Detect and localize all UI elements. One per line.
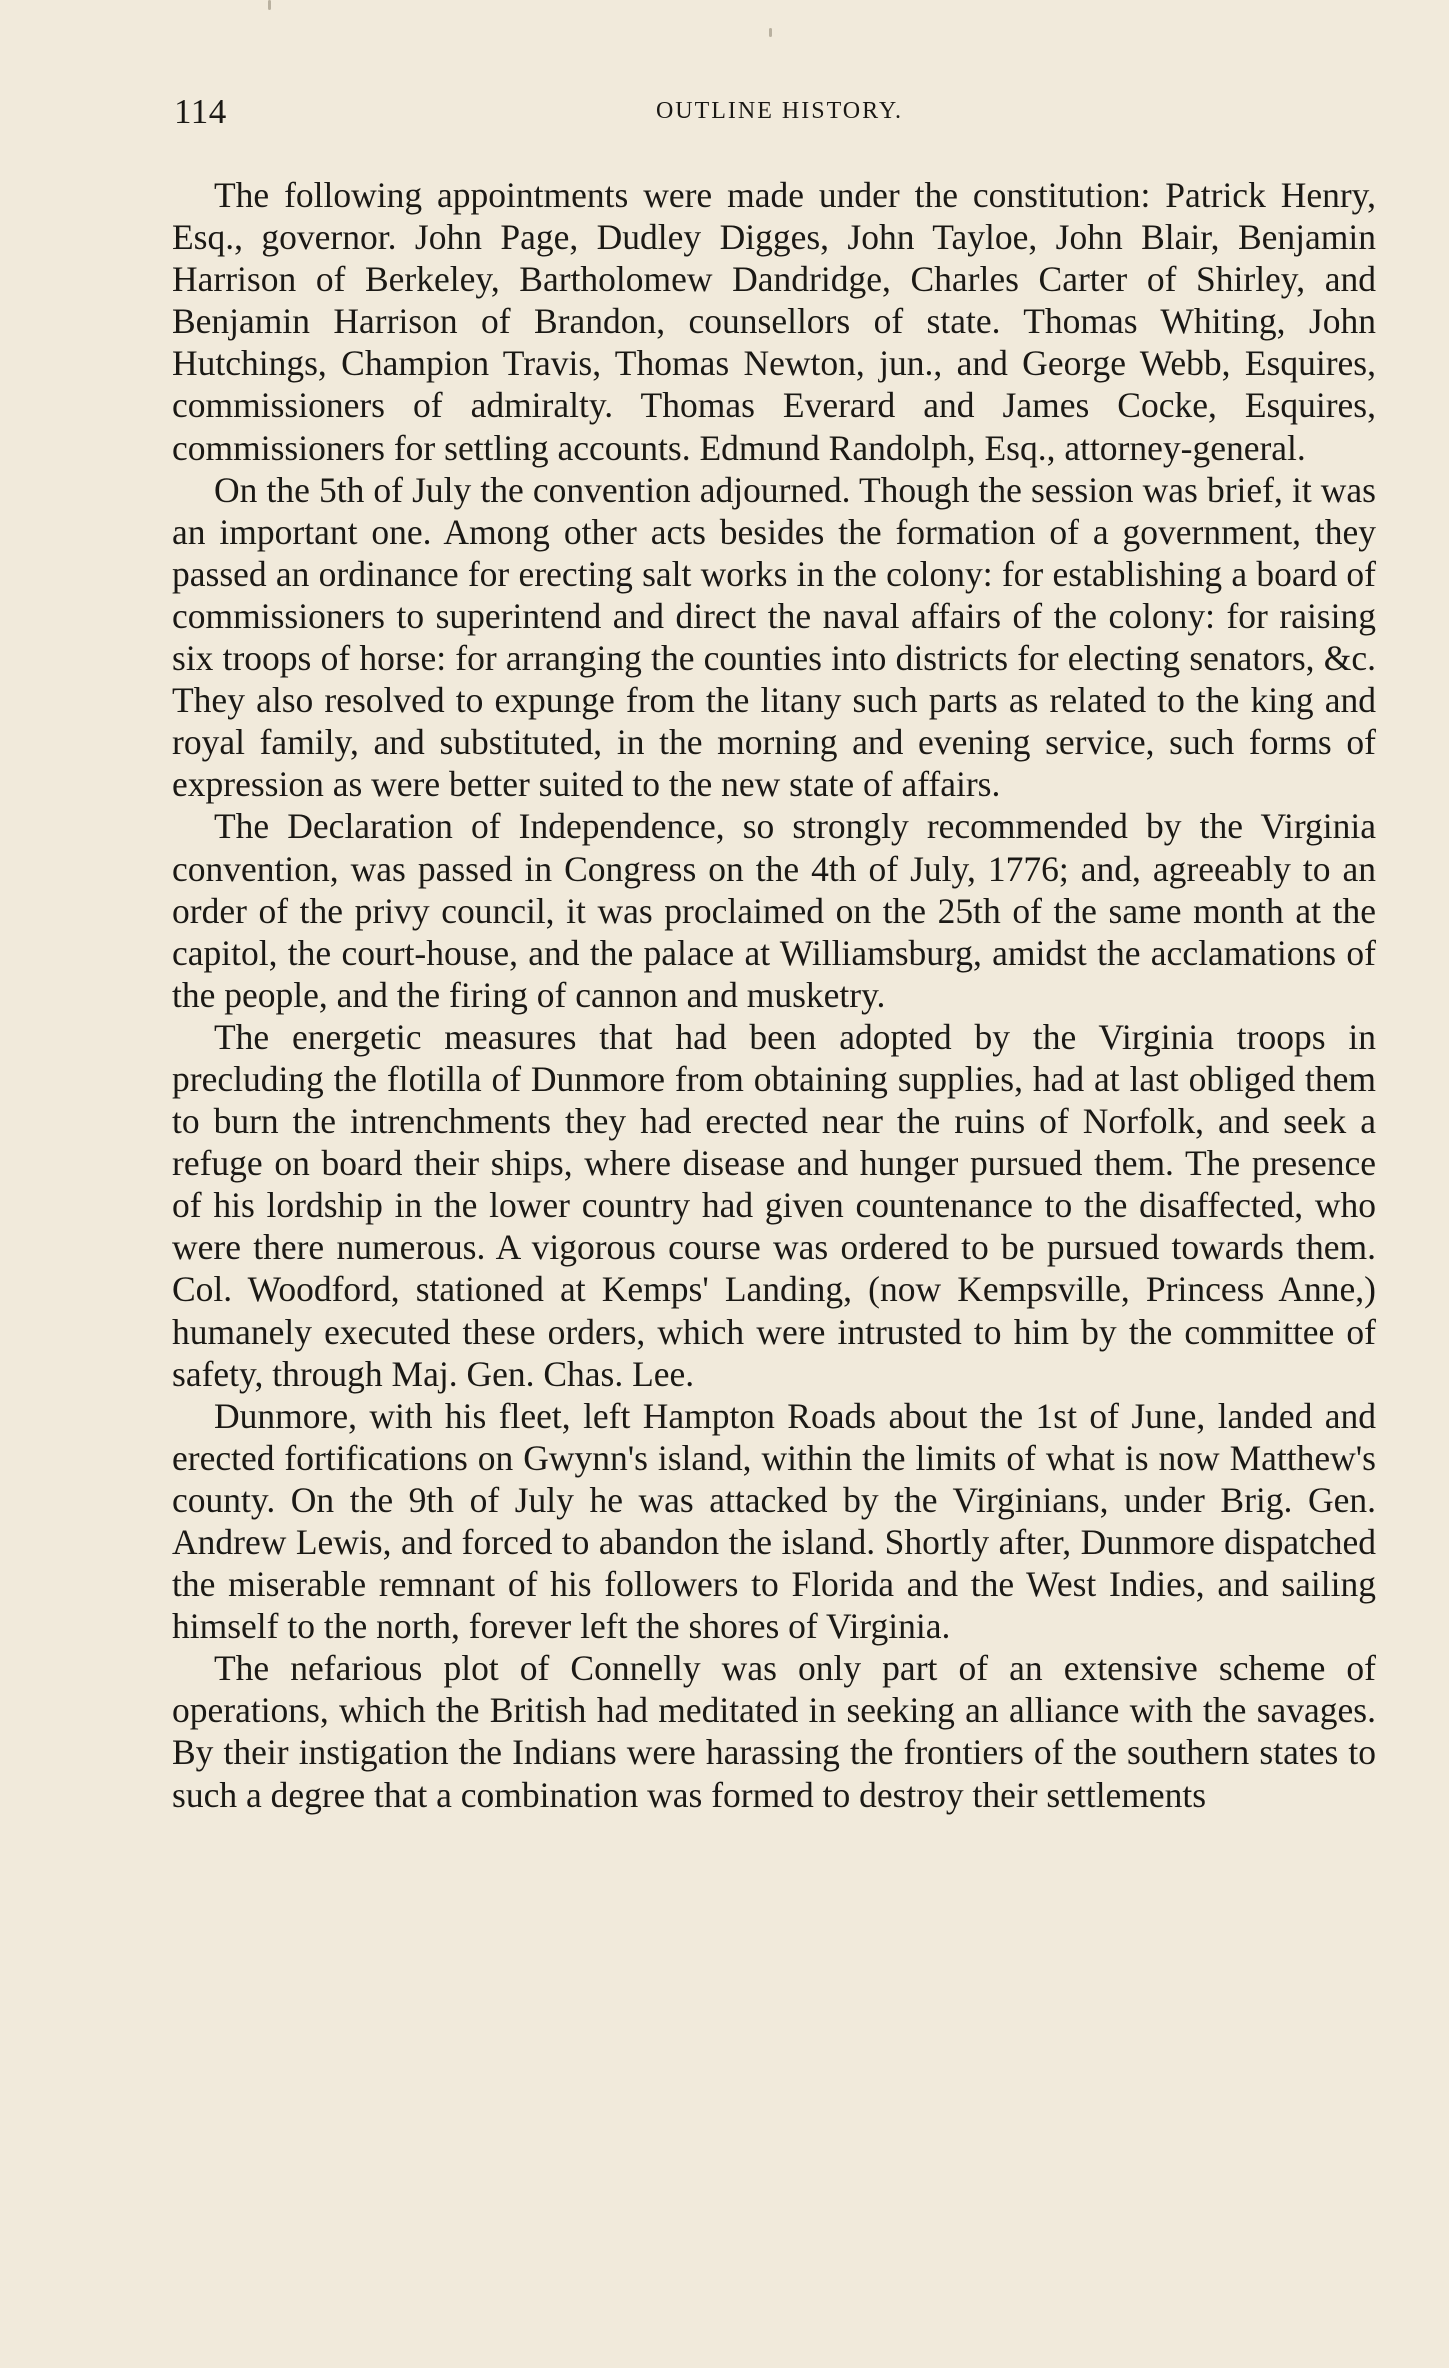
paragraph-appointments: The following appointments were made under the constitution: Patrick Henry, Esq., governor. John Page, Dudley Digges, John Tayloe, John Blair, Benjamin Harrison of Berkeley, Bartholomew Dandridge, Charles Carter of Shirley, and Benjamin Harrison of Brandon, counsellors of state. Thomas Whiting, John Hutchings, Champion Travis, Thomas Newton, jun., and George Webb, Esquires, commissioners of admiralty. Thomas Everard and James Cocke, Esquires, commissioners for settling accounts. Edmund Randolph, Esq., attorney-general. [172, 175, 1376, 468]
body-text [172, 174, 1376, 1816]
paragraph-convention-adjourned: On the 5th of July the convention adjourned. Though the session was brief, it was an important one. Among other acts besides the formation of a government, they passed an ordinance for erecting salt works in the colony: for establishing a board of commissioners to superintend and direct the naval affairs of the colony: for raising six troops of horse: for arranging the counties into districts for electing senators, &c. They also resolved to expunge from the litany such parts as related to the king and royal family, and substituted, in the morning and evening service, such forms of expression as were better suited to the new state of affairs. [172, 469, 1376, 805]
page-number: 114 [174, 92, 227, 131]
paragraph-dunmore-fleet: Dunmore, with his fleet, left Hampton Roads about the 1st of June, landed and erected fortifications on Gwynn's island, within the limits of what is now Matthew's county. On the 9th of July he was attacked by the Virginians, under Brig. Gen. Andrew Lewis, and forced to abandon the island. Shortly after, Dunmore dispatched the miserable remnant of his followers to Florida and the West Indies, and sailing himself to the north, forever left the shores of Virginia. [172, 1395, 1376, 1647]
paragraph-energetic-measures: The energetic measures that had been adopted by the Virginia troops in precluding the flotilla of Dunmore from obtaining supplies, had at last obliged them to burn the intrenchments they had erected near the ruins of Norfolk, and seek a refuge on board their ships, where disease and hunger pursued them. The presence of his lordship in the lower country had given countenance to the disaffected, who were there numerous. A vigorous course was ordered to be pursued towards them. Col. Woodford, stationed at Kemps' Landing, (now Kempsville, Princess Anne,) humanely executed these orders, which were intrusted to him by the committee of safety, through Maj. Gen. Chas. Lee. [172, 1016, 1376, 1394]
paragraph-connelly-plot: The nefarious plot of Connelly was only part of an extensive scheme of operations, which the British had meditated in seeking an alliance with the savages. By their instigation the Indians were harassing the frontiers of the southern states to such a degree that a combination was formed to destroy their settlements [172, 1648, 1376, 1815]
paragraph-declaration: The Declaration of Independence, so strongly recommended by the Virginia convention, was passed in Congress on the 4th of July, 1776; and, agreeably to an order of the privy council, it was proclaimed on the 25th of the same month at the capitol, the court-house, and the palace at Williamsburg, amidst the acclamations of the people, and the firing of cannon and musketry. [172, 806, 1376, 1015]
running-title: OUTLINE HISTORY. [655, 98, 904, 124]
stray-ink-mark [268, 0, 271, 10]
stray-ink-mark [769, 28, 772, 37]
